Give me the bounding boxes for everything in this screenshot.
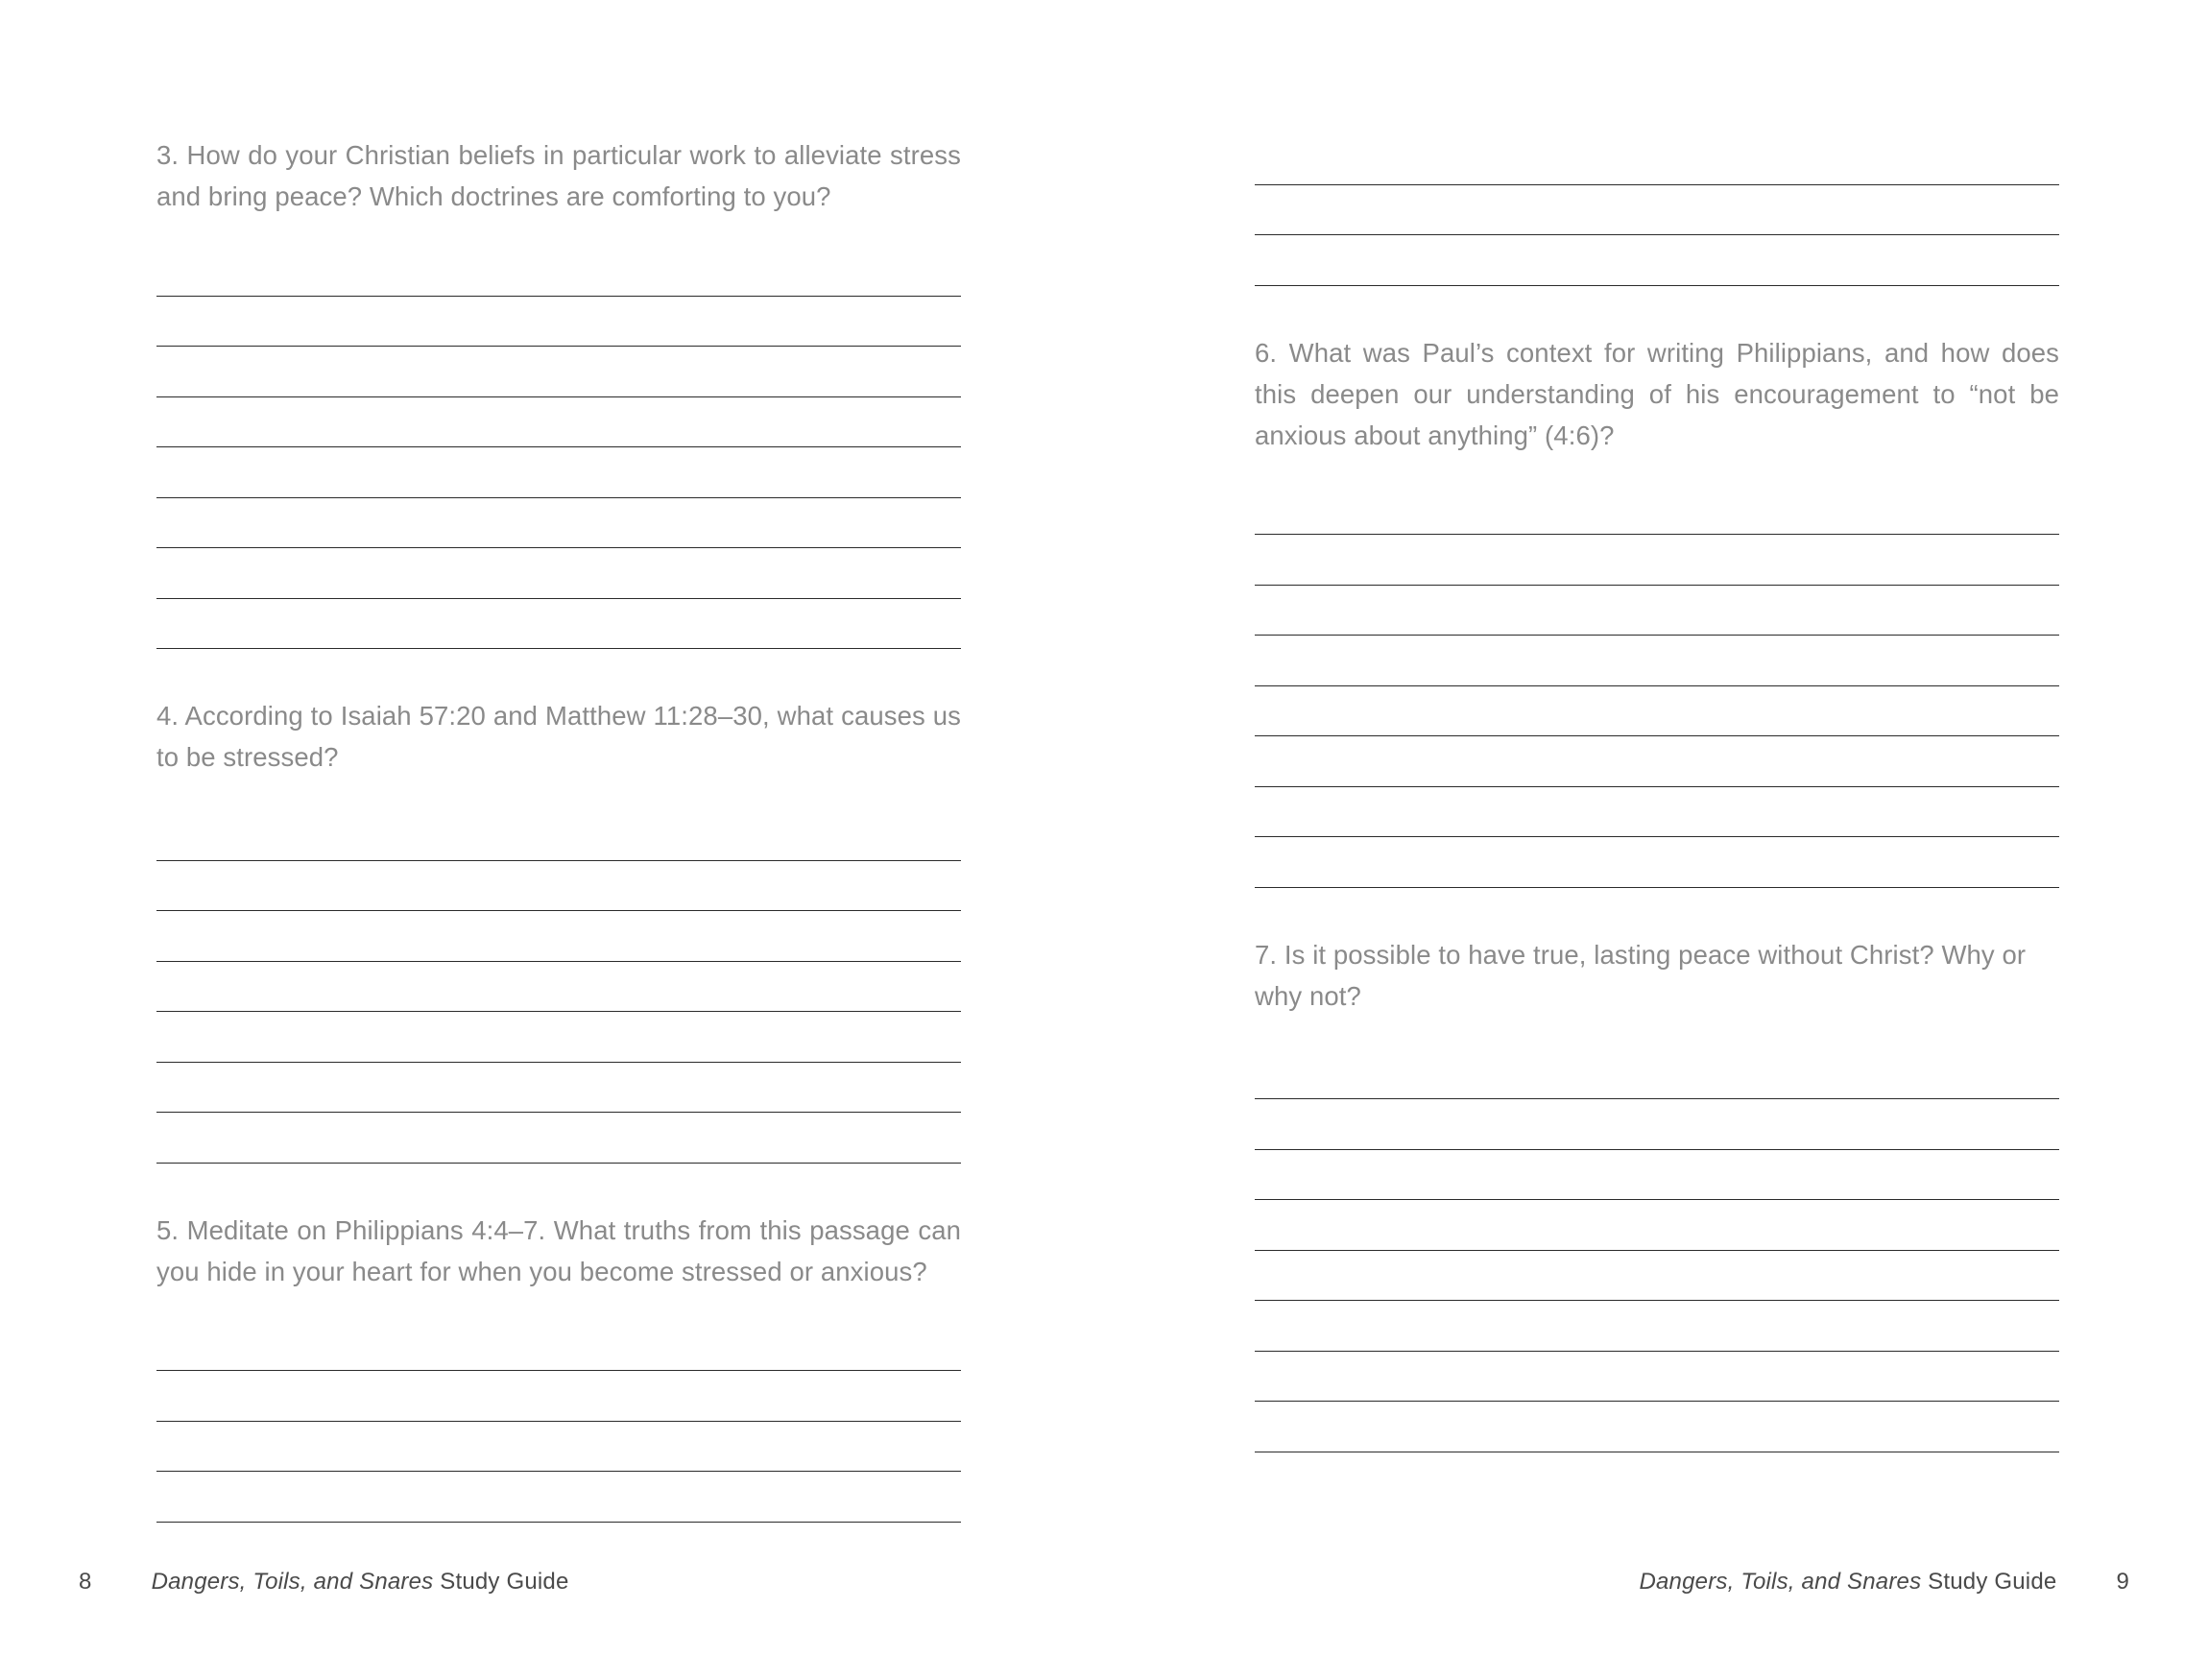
answer-line[interactable] xyxy=(1255,1099,2059,1150)
answer-line[interactable] xyxy=(1255,586,2059,636)
answer-line[interactable] xyxy=(156,548,961,599)
answer-line[interactable] xyxy=(1255,787,2059,838)
spacer xyxy=(156,1164,961,1210)
answer-line[interactable] xyxy=(156,297,961,348)
answer-lines-question-3 xyxy=(156,246,961,649)
running-title xyxy=(1639,1569,2056,1596)
study-guide-label: Study Guide xyxy=(1921,1569,2057,1595)
question-3: 3. How do your Christian beliefs in particular work to alleviate stress and bring peace? Which doctrines are comforting to you? xyxy=(156,140,961,211)
answer-line[interactable] xyxy=(156,1422,961,1473)
answer-line[interactable] xyxy=(1255,485,2059,536)
answer-line[interactable] xyxy=(156,498,961,549)
page-number: 9 xyxy=(2116,1569,2129,1595)
answer-line[interactable] xyxy=(156,1113,961,1164)
answer-line[interactable] xyxy=(1255,1200,2059,1251)
answer-line[interactable] xyxy=(156,1371,961,1422)
answer-line[interactable] xyxy=(1255,185,2059,236)
page-right xyxy=(1104,0,2208,1680)
answer-line[interactable] xyxy=(156,397,961,448)
answer-line[interactable] xyxy=(1255,1150,2059,1201)
question-4: 4. According to Isaiah 57:20 and Matthew 11:28–30, what causes us to be stressed? xyxy=(156,701,961,772)
spacer xyxy=(1255,1017,2059,1049)
answer-line[interactable] xyxy=(1255,535,2059,586)
answer-line[interactable] xyxy=(156,347,961,397)
answer-line[interactable] xyxy=(1255,1049,2059,1100)
answer-line[interactable] xyxy=(1255,636,2059,686)
answer-line[interactable] xyxy=(1255,134,2059,185)
spacer xyxy=(1255,286,2059,332)
answer-line[interactable] xyxy=(1255,837,2059,888)
page-number: 8 xyxy=(79,1569,92,1595)
answer-line[interactable] xyxy=(156,1063,961,1114)
footer-left xyxy=(79,1566,655,1598)
answer-line[interactable] xyxy=(1255,1251,2059,1302)
answer-lines-question-4 xyxy=(156,810,961,1164)
answer-line[interactable] xyxy=(1255,1301,2059,1352)
spacer xyxy=(156,649,961,695)
question-7: 7. Is it possible to have true, lasting peace without Christ? Why or why not? xyxy=(1255,939,2027,1011)
answer-line[interactable] xyxy=(156,1321,961,1372)
answer-line[interactable] xyxy=(156,1472,961,1523)
answer-line[interactable] xyxy=(1255,1352,2059,1403)
footer-right xyxy=(1515,1566,2129,1598)
running-title xyxy=(152,1569,569,1596)
answer-line[interactable] xyxy=(1255,736,2059,787)
spacer xyxy=(1255,888,2059,934)
answer-line[interactable] xyxy=(156,861,961,912)
answer-line[interactable] xyxy=(156,1012,961,1063)
study-guide-label: Study Guide xyxy=(433,1569,569,1595)
page-left-content xyxy=(156,134,961,1526)
answer-line[interactable] xyxy=(1255,686,2059,737)
answer-lines-question-6 xyxy=(1255,485,2059,888)
question-6: 6. What was Paul’s context for writing Philippians, and how does this deepen our understanding of his encouragement to “not be anxious about anything” (4:6)? xyxy=(1255,337,2059,450)
page-right-content xyxy=(1255,134,2059,1526)
answer-lines-question-5 xyxy=(156,1321,961,1523)
answer-lines-question-7 xyxy=(1255,1049,2059,1452)
answer-line[interactable] xyxy=(156,447,961,498)
answer-line[interactable] xyxy=(156,810,961,861)
spacer xyxy=(156,778,961,810)
answer-line[interactable] xyxy=(156,246,961,297)
answer-line[interactable] xyxy=(1255,235,2059,286)
answer-line[interactable] xyxy=(156,962,961,1013)
book-title: Dangers, Toils, and Snares xyxy=(151,1569,434,1595)
answer-line[interactable] xyxy=(1255,1402,2059,1452)
spacer xyxy=(156,217,961,246)
question-5: 5. Meditate on Philippians 4:4–7. What truths from this passage can you hide in your heart for when you become stressed or anxious? xyxy=(156,1214,961,1286)
spacer xyxy=(156,1292,961,1321)
answer-lines-continued xyxy=(1255,134,2059,286)
answer-line[interactable] xyxy=(156,911,961,962)
spacer xyxy=(1255,456,2059,485)
answer-line[interactable] xyxy=(156,599,961,650)
book-title: Dangers, Toils, and Snares xyxy=(1639,1569,1922,1595)
